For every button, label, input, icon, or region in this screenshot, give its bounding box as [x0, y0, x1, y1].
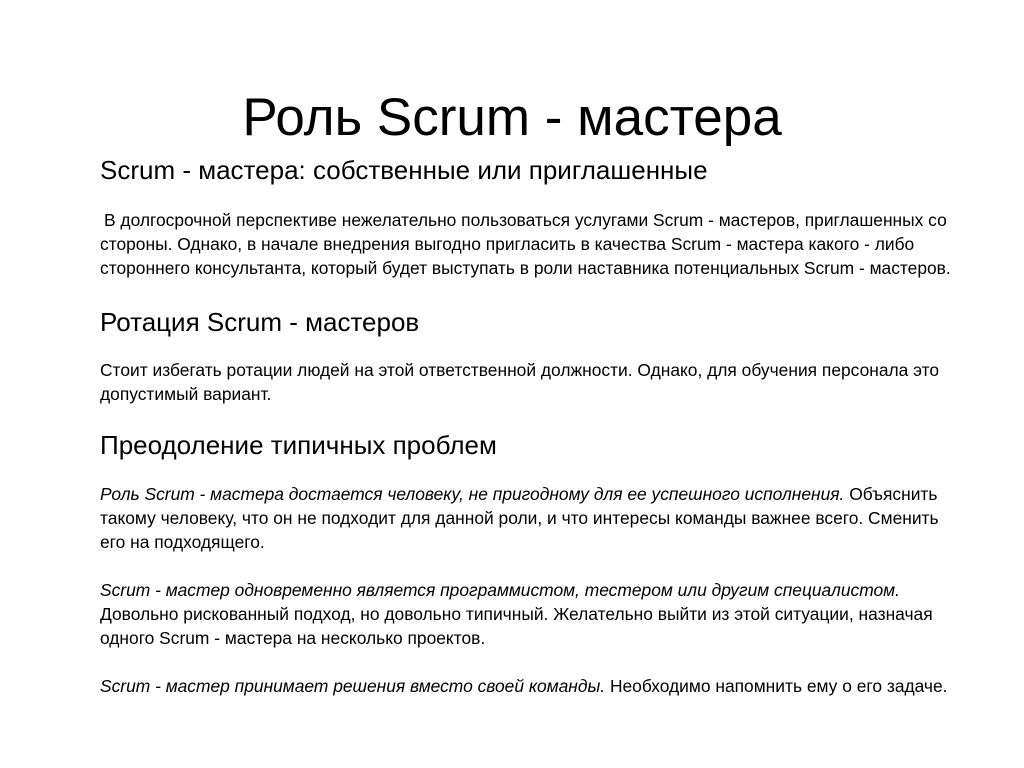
- slide-title: Роль Scrum - мастера: [242, 88, 782, 147]
- section-heading-rotation: Ротация Scrum - мастеров: [100, 307, 420, 337]
- problem-solution: Необходимо напомнить ему о его задаче.: [605, 676, 948, 696]
- problem-solution: Объяснить такому человеку, что он не подходит для данной роли, и что интересы команды важнее всего. Сменить его на подходящего.: [100, 484, 939, 552]
- problem-statement: Роль Scrum - мастера достается человеку, не пригодному для ее успешного исполнения.: [100, 484, 845, 504]
- problem-statement: Scrum - мастер одновременно является программистом, тестером или другим специалистом.: [100, 580, 900, 600]
- problem-statement: Scrum - мастер принимает решения вместо своей команды.: [100, 676, 606, 696]
- problem-solution: Довольно рискованный подход, но довольно типичный. Желательно выйти из этой ситуации, назначая одного Scrum - мастера на несколько проектов.: [100, 604, 933, 648]
- paragraph-problem-decisions: [100, 674, 960, 698]
- paragraph-problem-dual-role: [100, 578, 960, 650]
- paragraph-rotation: [100, 358, 960, 406]
- paragraph-problem-unsuitable-person: [100, 482, 960, 554]
- section-heading-problems: Преодоление типичных проблем: [100, 430, 497, 460]
- paragraph-text: Стоит избегать ротации людей на этой ответственной должности. Однако, для обучения персонала это допустимый вариант.: [100, 360, 940, 404]
- section-heading-own-or-invited: Scrum - мастера: собственные или приглашенные: [100, 155, 708, 185]
- slide-body: [100, 154, 960, 698]
- paragraph-own-or-invited: [100, 208, 960, 280]
- paragraph-text: В долгосрочной перспективе нежелательно пользоваться услугами Scrum - мастеров, приглашенных со стороны. Однако, в начале внедрения выгодно пригласить в качества Scrum - мастера какого - либо стороннего консультанта, который будет выступать в роли наставника потенциальных Scrum - мастеров.: [100, 210, 951, 278]
